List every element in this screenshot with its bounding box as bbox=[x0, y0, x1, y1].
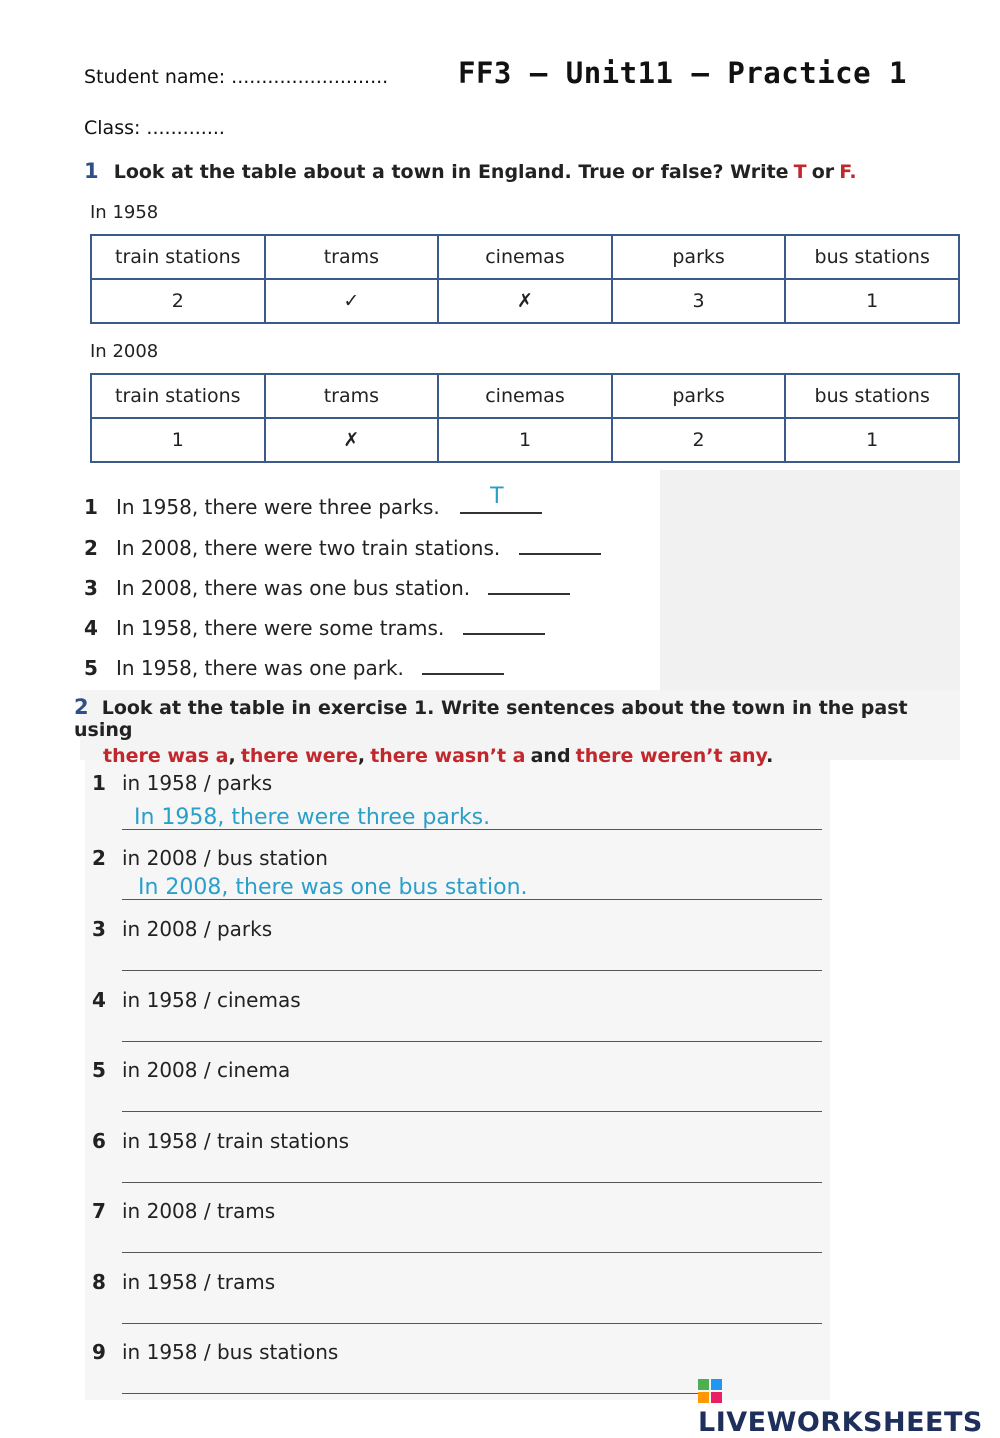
statement-text: In 2008, there were two train stations. bbox=[116, 536, 501, 560]
exercise1-number: 1 bbox=[84, 159, 99, 183]
question-number: 2 bbox=[92, 846, 106, 870]
statement-row bbox=[84, 484, 542, 519]
answer-text: In 2008, there was one bus station. bbox=[138, 875, 528, 900]
table-header-cell: parks bbox=[612, 235, 786, 279]
answer-line[interactable] bbox=[122, 970, 822, 971]
statement-row bbox=[84, 613, 545, 640]
question-number: 4 bbox=[92, 988, 106, 1012]
question-number: 9 bbox=[92, 1340, 106, 1364]
and-word: and bbox=[530, 745, 571, 767]
question-prompt bbox=[92, 1058, 290, 1082]
table-1958 bbox=[90, 234, 960, 324]
statement-number: 5 bbox=[84, 656, 98, 680]
statement-row bbox=[84, 533, 601, 560]
question-prompt bbox=[92, 846, 328, 870]
table-header-cell: bus stations bbox=[785, 374, 959, 418]
statement-text: In 1958, there were some trams. bbox=[116, 616, 445, 640]
table-header-cell: train stations bbox=[91, 235, 265, 279]
table-value-cell: ✓ bbox=[265, 279, 439, 323]
statement-number: 3 bbox=[84, 576, 98, 600]
question-prompt bbox=[92, 988, 301, 1012]
question-text: in 1958 / train stations bbox=[122, 1129, 350, 1153]
answer-line[interactable] bbox=[122, 1252, 822, 1253]
question-number: 5 bbox=[92, 1058, 106, 1082]
statement-text: In 1958, there were three parks. bbox=[116, 495, 440, 519]
table-header-cell: train stations bbox=[91, 374, 265, 418]
table-2008 bbox=[90, 373, 960, 463]
logo-text: LIVEWORKSHEETS bbox=[698, 1407, 983, 1438]
question-text: in 1958 / cinemas bbox=[122, 988, 301, 1012]
phrase-there-was-a: there was a bbox=[103, 745, 229, 767]
phrase-there-wasnt-a: there wasn’t a bbox=[370, 745, 526, 767]
question-number: 6 bbox=[92, 1129, 106, 1153]
answer-blank[interactable] bbox=[463, 613, 545, 635]
comma: , bbox=[228, 745, 236, 767]
answer-line[interactable] bbox=[122, 1041, 822, 1042]
phrase-there-werent-any: there weren’t any bbox=[575, 745, 767, 767]
answer-blank[interactable] bbox=[422, 653, 504, 675]
answer-line[interactable] bbox=[122, 829, 822, 830]
question-number: 7 bbox=[92, 1199, 106, 1223]
table-value-cell: 2 bbox=[91, 279, 265, 323]
statement-row bbox=[84, 653, 504, 680]
exercise2-instruction-line1: Look at the table in exercise 1. Write sentences about the town in the past using bbox=[74, 697, 908, 741]
statement-number: 2 bbox=[84, 536, 98, 560]
scan-shadow bbox=[660, 470, 960, 690]
table-value-cell: 2 bbox=[612, 418, 786, 462]
answer-text: In 1958, there were three parks. bbox=[134, 805, 491, 830]
question-text: in 2008 / bus station bbox=[122, 846, 328, 870]
table-header-cell: cinemas bbox=[438, 374, 612, 418]
answer-line[interactable] bbox=[122, 1182, 822, 1183]
liveworksheets-logo bbox=[698, 1376, 1000, 1438]
table-value-cell: ✗ bbox=[265, 418, 439, 462]
question-number: 3 bbox=[92, 917, 106, 941]
comma: , bbox=[357, 745, 366, 767]
table-value-cell: 1 bbox=[785, 418, 959, 462]
question-text: in 2008 / parks bbox=[122, 917, 273, 941]
statement-number: 4 bbox=[84, 616, 98, 640]
exercise2-number: 2 bbox=[74, 695, 89, 719]
answer-line[interactable] bbox=[122, 1393, 702, 1394]
question-prompt bbox=[92, 1340, 338, 1364]
table-value-cell: 3 bbox=[612, 279, 786, 323]
exercise2-instruction bbox=[74, 695, 964, 767]
table-value-cell: 1 bbox=[438, 418, 612, 462]
statement-text: In 1958, there was one park. bbox=[116, 656, 404, 680]
question-text: in 1958 / trams bbox=[122, 1270, 276, 1294]
question-prompt bbox=[92, 1129, 349, 1153]
question-number: 8 bbox=[92, 1270, 106, 1294]
table-value-cell: 1 bbox=[91, 418, 265, 462]
answer-blank[interactable] bbox=[519, 533, 601, 555]
question-prompt bbox=[92, 1270, 275, 1294]
true-letter: T bbox=[793, 161, 807, 183]
exercise1-instruction bbox=[84, 159, 857, 183]
table-1958-label: In 1958 bbox=[90, 202, 159, 223]
question-text: in 1958 / bus stations bbox=[122, 1340, 339, 1364]
answer-line[interactable] bbox=[122, 1111, 822, 1112]
answer-line[interactable] bbox=[122, 1323, 822, 1324]
class-label: Class: ............. bbox=[84, 117, 225, 139]
question-text: in 2008 / trams bbox=[122, 1199, 276, 1223]
question-text: in 1958 / parks bbox=[122, 771, 273, 795]
false-letter: F. bbox=[839, 161, 857, 183]
statement-text: In 2008, there was one bus station. bbox=[116, 576, 471, 600]
or-word: or bbox=[811, 161, 835, 183]
answer-blank[interactable] bbox=[460, 484, 542, 514]
student-name-label: Student name: .......................... bbox=[84, 66, 389, 88]
liveworksheets-logo-icon bbox=[698, 1379, 722, 1403]
question-number: 1 bbox=[92, 771, 106, 795]
exercise1-instruction-text: Look at the table about a town in England. True or false? Write bbox=[113, 161, 789, 183]
answer-text: T bbox=[490, 484, 504, 509]
table-value-cell: ✗ bbox=[438, 279, 612, 323]
period: . bbox=[766, 745, 774, 767]
question-prompt bbox=[92, 771, 272, 795]
table-header-cell: cinemas bbox=[438, 235, 612, 279]
statement-row bbox=[84, 573, 570, 600]
table-header-cell: trams bbox=[265, 374, 439, 418]
question-text: in 2008 / cinema bbox=[122, 1058, 291, 1082]
question-prompt bbox=[92, 917, 272, 941]
question-prompt bbox=[92, 1199, 275, 1223]
table-header-cell: parks bbox=[612, 374, 786, 418]
phrase-there-were: there were bbox=[240, 745, 358, 767]
table-value-cell: 1 bbox=[785, 279, 959, 323]
table-2008-label: In 2008 bbox=[90, 341, 159, 362]
answer-line[interactable] bbox=[122, 899, 822, 900]
statement-number: 1 bbox=[84, 495, 98, 519]
page-title: FF3 – Unit11 – Practice 1 bbox=[458, 56, 907, 90]
table-header-cell: bus stations bbox=[785, 235, 959, 279]
answer-blank[interactable] bbox=[488, 573, 570, 595]
table-header-cell: trams bbox=[265, 235, 439, 279]
